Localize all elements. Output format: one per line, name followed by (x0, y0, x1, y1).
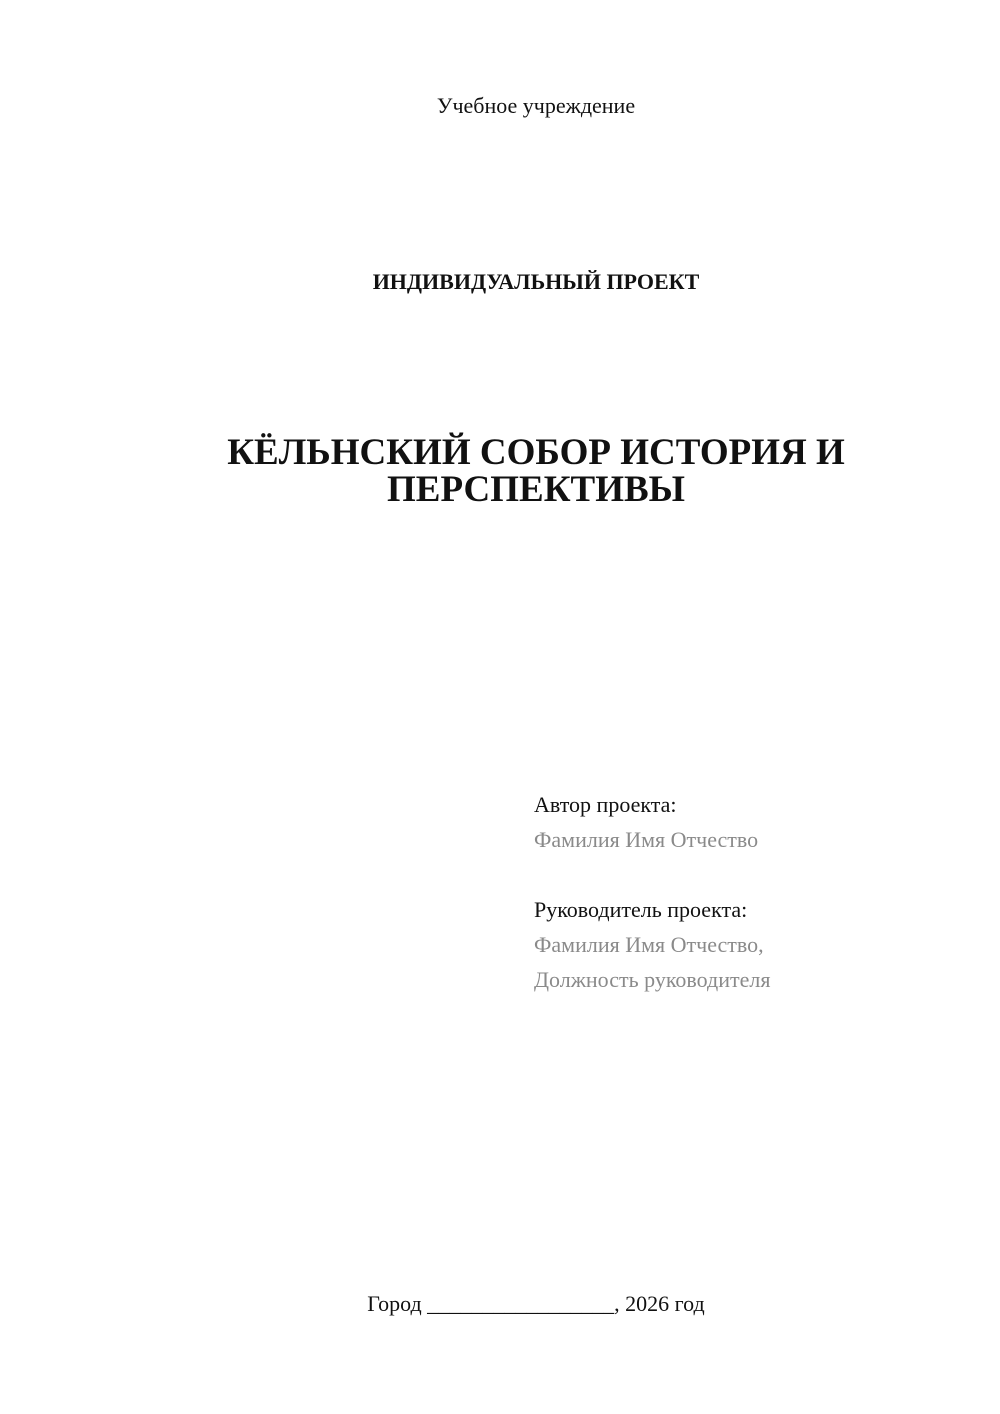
supervisor-name: Фамилия Имя Отчество, (534, 932, 764, 957)
project-title-line-1: КЁЛЬНСКИЙ СОБОР ИСТОРИЯ И (227, 432, 845, 473)
supervisor-position: Должность руководителя (534, 967, 771, 992)
institution-name: Учебное учреждение (436, 93, 636, 118)
author-label: Автор проекта: (534, 792, 677, 817)
supervisor-label: Руководитель проекта: (534, 897, 748, 922)
project-type: ИНДИВИДУАЛЬНЫЙ ПРОЕКТ (372, 269, 700, 294)
project-info-block (534, 787, 974, 997)
project-title (0, 434, 1000, 508)
author-name: Фамилия Имя Отчество (534, 827, 759, 852)
city-year-line: Город _________________, 2026 год (367, 1291, 705, 1316)
project-title-line-2: ПЕРСПЕКТИВЫ (387, 469, 685, 510)
info-spacer (534, 857, 974, 892)
